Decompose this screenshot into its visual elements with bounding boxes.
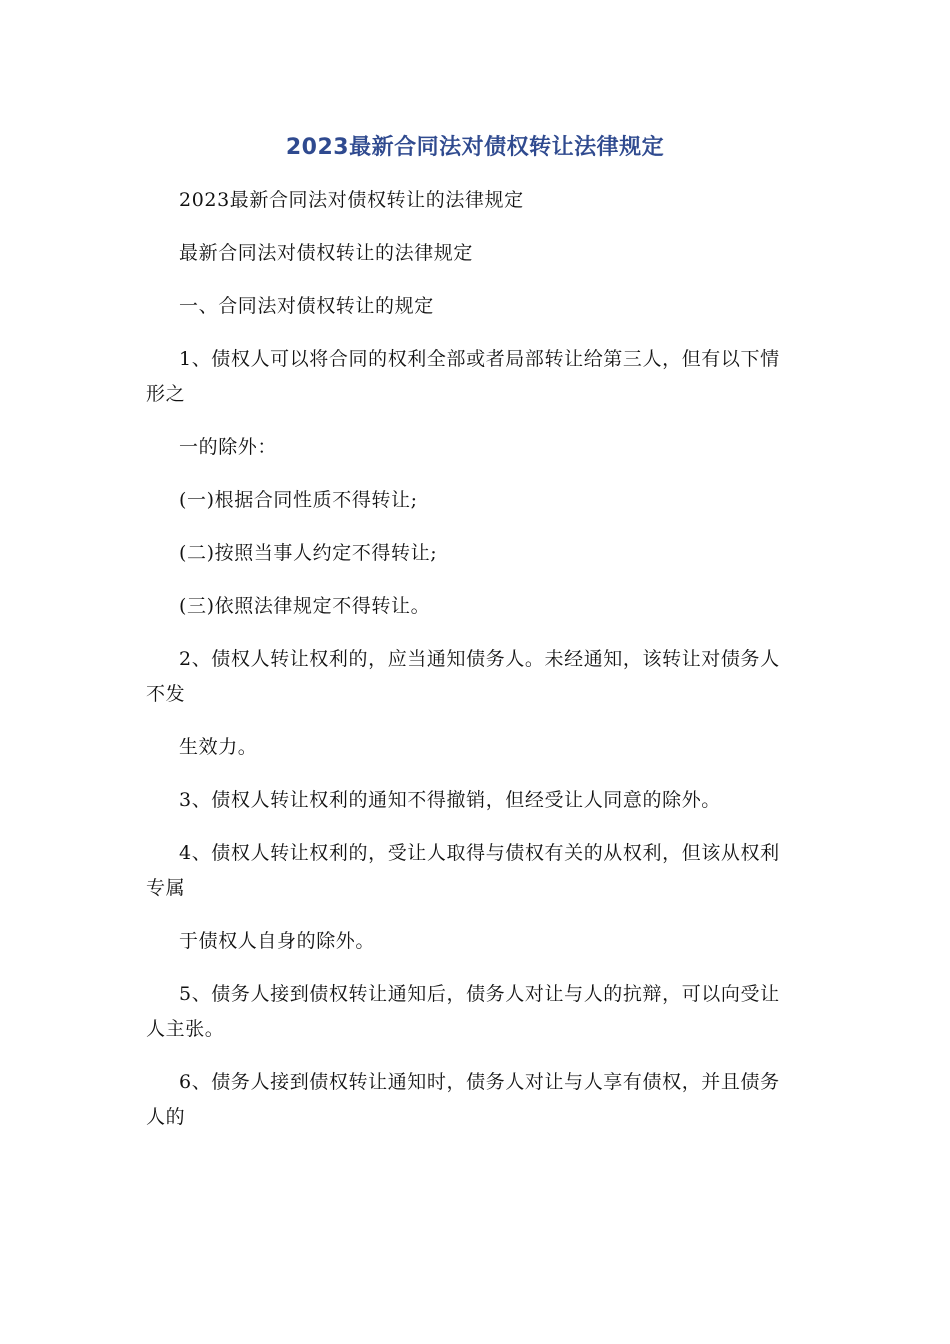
- paragraph: 生效力。: [179, 736, 258, 758]
- document-body: [146, 183, 796, 1153]
- paragraph: 于债权人自身的除外。: [179, 930, 376, 952]
- paragraph: 4、债权人转让权利的，受让人取得与债权有关的从权利，但该从权利专属: [146, 842, 780, 899]
- paragraph: 最新合同法对债权转让的法律规定: [179, 242, 474, 264]
- document-title: 2023最新合同法对债权转让法律规定: [285, 135, 665, 160]
- paragraph: (一)根据合同性质不得转让;: [179, 489, 418, 511]
- paragraph: 一、合同法对债权转让的规定: [179, 295, 434, 317]
- paragraph: 2023最新合同法对债权转让的法律规定: [179, 189, 524, 211]
- paragraph: 6、债务人接到债权转让通知时，债务人对让与人享有债权，并且债务人的: [146, 1071, 780, 1128]
- paragraph: 2、债权人转让权利的，应当通知债务人。未经通知，该转让对债务人不发: [146, 648, 780, 705]
- paragraph: 3、债权人转让权利的通知不得撤销，但经受让人同意的除外。: [179, 789, 721, 811]
- paragraph: 一的除外：: [179, 436, 278, 458]
- paragraph: 1、债权人可以将合同的权利全部或者局部转让给第三人，但有以下情形之: [146, 348, 780, 405]
- paragraph: (二)按照当事人约定不得转让;: [179, 542, 438, 564]
- paragraph: (三)依照法律规定不得转让。: [179, 595, 431, 617]
- paragraph: 5、债务人接到债权转让通知后，债务人对让与人的抗辩，可以向受让人主张。: [146, 983, 780, 1040]
